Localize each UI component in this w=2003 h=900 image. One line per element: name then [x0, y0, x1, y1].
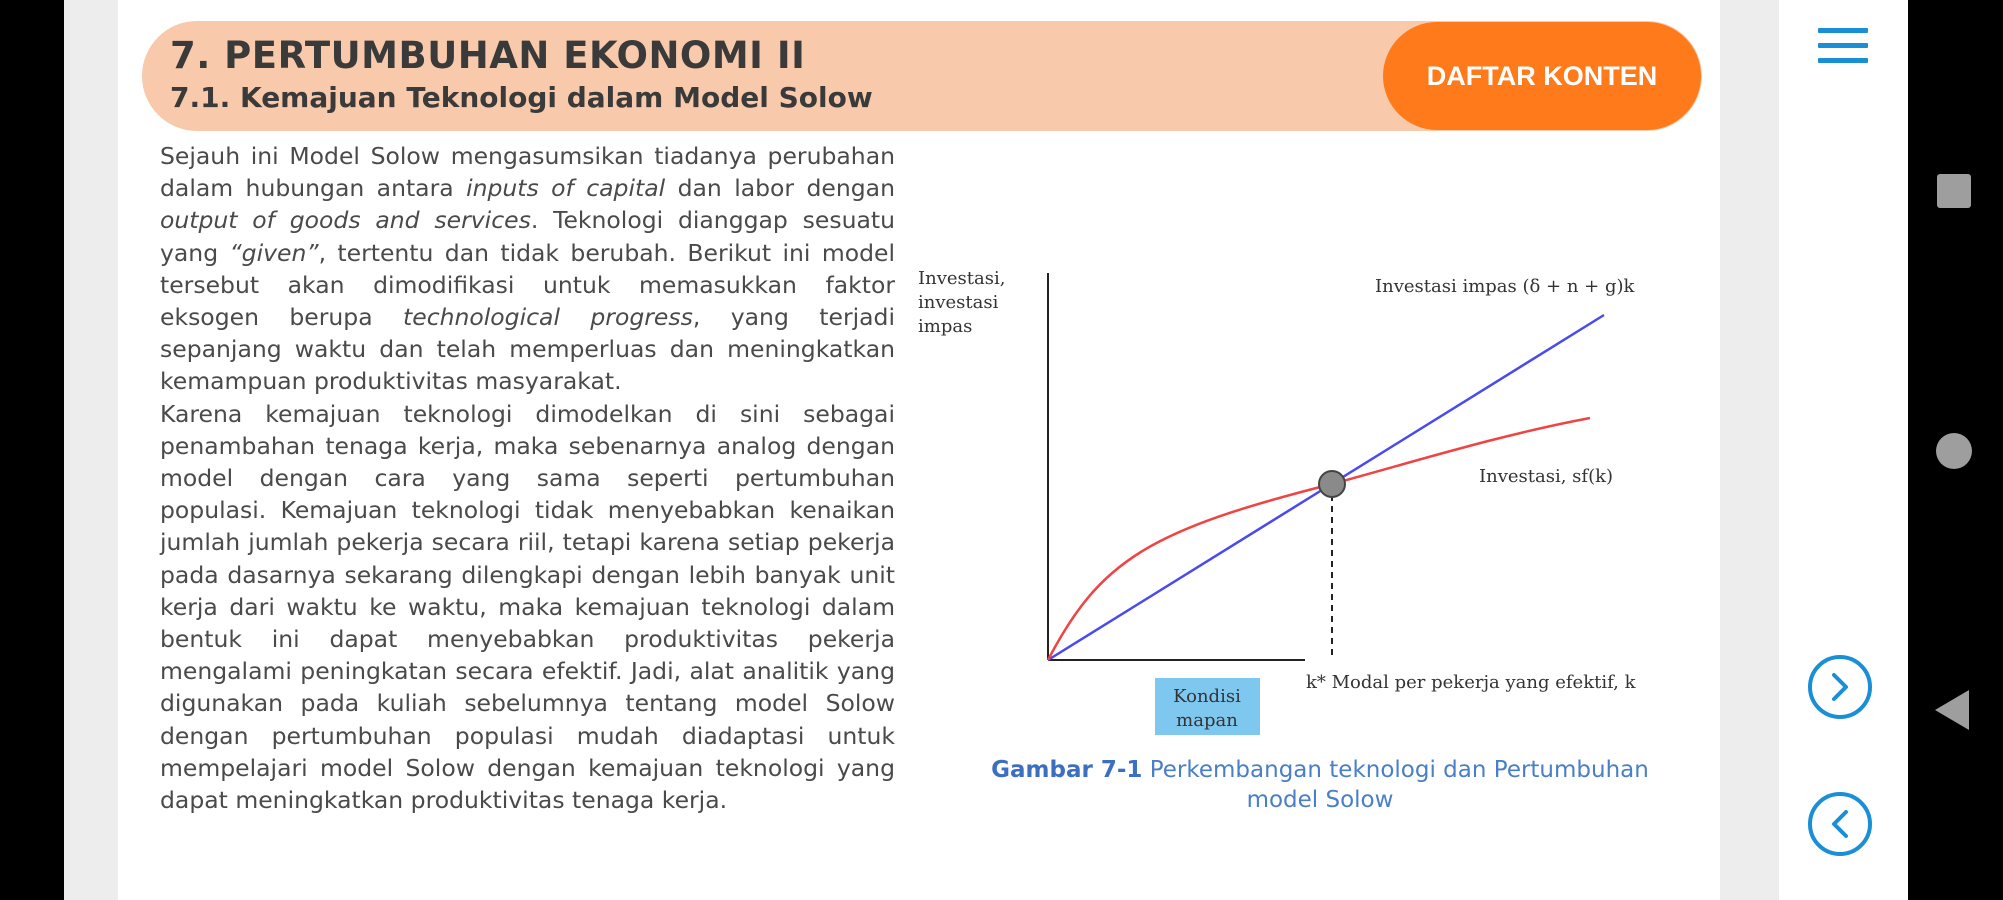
- hamburger-menu-icon[interactable]: [1818, 28, 1868, 72]
- chevron-right-icon: [1812, 659, 1868, 715]
- steady-state-point: [1319, 471, 1345, 497]
- y-axis-label-line-3: impas: [918, 316, 973, 337]
- steady-state-label-line-1: Kondisi: [1173, 686, 1241, 707]
- figure-caption: Gambar 7-1 Perkembangan teknologi dan Pertumbuhan model Solow: [991, 757, 1649, 813]
- break-even-line-label: Investasi impas (δ + n + g)k: [1375, 276, 1635, 297]
- home-circle-icon[interactable]: [1936, 433, 1972, 469]
- paragraph-2: Karena kemajuan teknologi dimodelkan di sini sebagai penambahan tenaga kerja, maka sebenarnya analog dengan model dengan cara yang sama seperti pertumbuhan populasi. Kemajuan teknologi tidak menyebabkan kenaikan jumlah jumlah pekerja secara riil, tetapi karena setiap pekerja pada dasarnya sekarang dilengkapi dengan lebih banyak unit kerja dari waktu ke waktu, maka kemajuan teknologi dalam bentuk ini dapat menyebabkan produktivitas pekerja mengalami peningkatan secara efektif. Jadi, alat analitik yang digunakan pada kuliah sebelumnya tentang model Solow dengan pertumbuhan populasi mudah diadaptasi untuk mempelajari model Solow dengan kemajuan teknologi yang dapat meningkatkan produktivitas tenaga kerja.: [160, 399, 895, 815]
- investment-curve: [1048, 418, 1590, 660]
- recents-square-icon[interactable]: [1937, 174, 1971, 208]
- chapter-title: 7. PERTUMBUHAN EKONOMI II: [170, 34, 806, 77]
- next-page-button[interactable]: [1808, 655, 1872, 719]
- y-axis-label-line-2: investasi: [918, 292, 999, 313]
- right-nav-panel: [1779, 0, 1908, 900]
- x-axis-label: k* Modal per pekerja yang efektif, k: [1306, 672, 1636, 693]
- left-black-bar: [0, 0, 64, 900]
- back-triangle-icon[interactable]: [1935, 690, 1969, 730]
- steady-state-label-line-2: mapan: [1176, 710, 1238, 731]
- previous-page-button[interactable]: [1808, 792, 1872, 856]
- paragraph-1: Sejauh ini Model Solow mengasumsikan tiadanya perubahan dalam hubungan antara inputs of capital dan labor dengan output of goods and services. Teknologi dianggap sesuatu yang “given”, tertentu dan tidak berubah. Berikut ini model tersebut akan dimodifikasi untuk memasukkan faktor eksogen berupa technological progress, yang terjadi sepanjang waktu dan telah memperluas dan meningkatkan kemampuan produktivitas masyarakat.: [160, 142, 896, 396]
- body-text: [160, 140, 895, 816]
- section-title: 7.1. Kemajuan Teknologi dalam Model Solow: [170, 81, 873, 114]
- solow-figure: [910, 255, 1670, 745]
- investment-curve-label: Investasi, sf(k): [1479, 466, 1614, 487]
- chevron-left-icon: [1812, 796, 1868, 852]
- y-axis-label-line-1: Investasi,: [918, 268, 1006, 289]
- table-of-contents-button[interactable]: DAFTAR KONTEN: [1383, 22, 1701, 130]
